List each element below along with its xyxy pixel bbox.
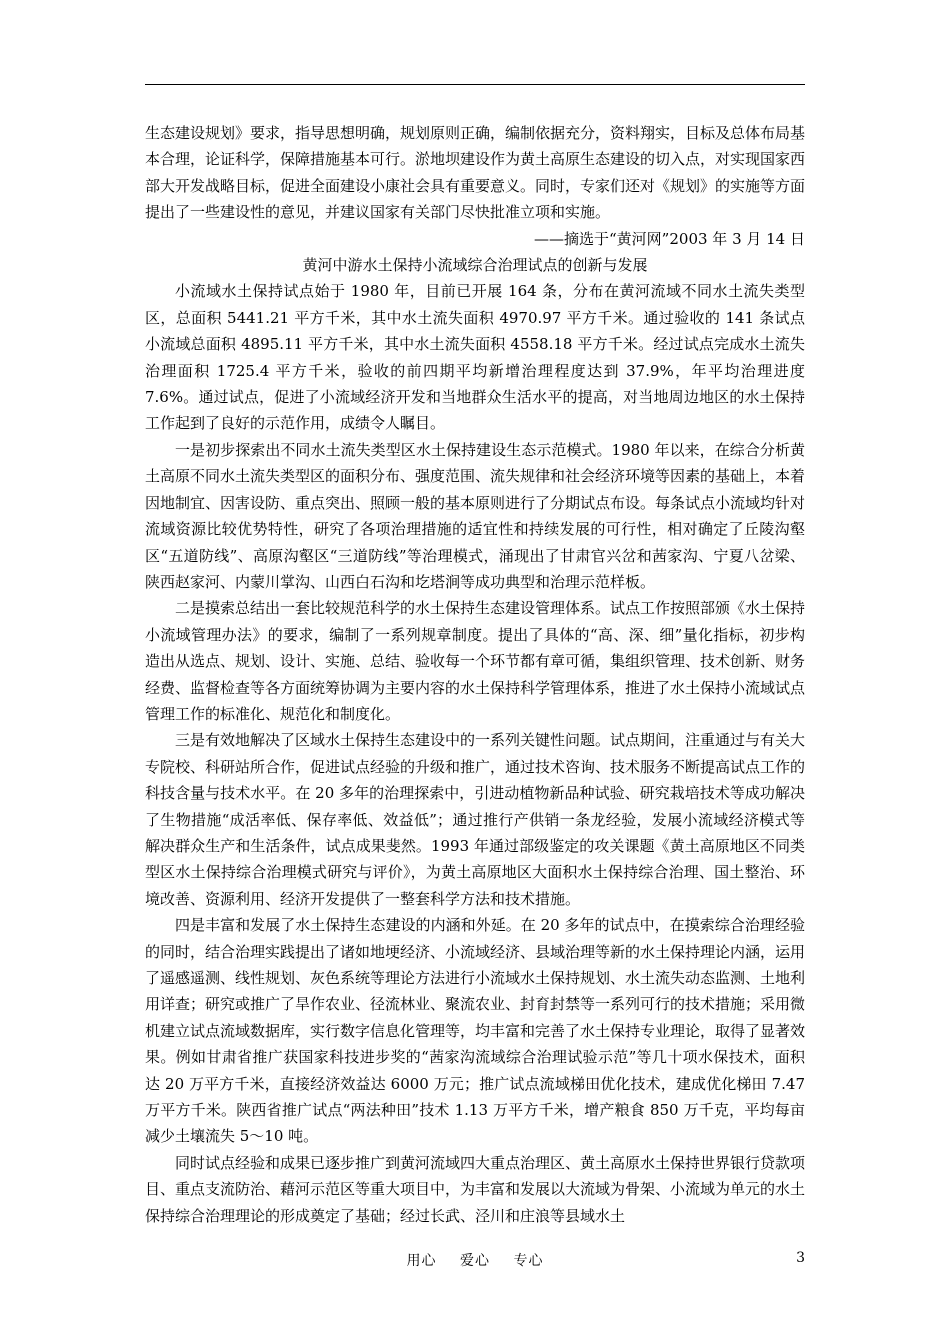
paragraph-promotion: 同时试点经验和成果已逐步推广到黄河流域四大重点治理区、黄土高原水土保持世界银行贷款项目、重点支流防治、藉河示范区等重大项目中，为丰富和发展以大流域为骨架、小流域为单元的水土保持综合治理理论的形成奠定了基础；经过长武、泾川和庄浪等县域水土 xyxy=(145,1153,806,1225)
paragraph-point-two: 二是摸索总结出一套比较规范科学的水土保持生态建设管理体系。试点工作按照部颁《水土保持小流域管理办法》的要求，编制了一系列规章制度。提出了具体的“高、深、细”量化指标，初步构造出从选点、规划、设计、实施、总结、验收每一个环节都有章可循，集组织管理、技术创新、财务经费、监督检查等各方面统筹协调为主要内容的水土保持科学管理体系，推进了水土保持小流域试点管理工作的标准化、规范化和制度化。 xyxy=(145,599,806,723)
footer-motto: 用心 爱心 专心 xyxy=(406,1253,544,1269)
page-number: 3 xyxy=(796,1250,805,1266)
source-citation: ——摘选于“黄河网”2003 年 3 月 14 日 xyxy=(534,229,805,248)
paragraph-point-three: 三是有效地解决了区域水土保持生态建设中的一系列关键性问题。试点期间，注重通过与有关大专院校、科研站所合作，促进试点经验的升级和推广，通过技术咨询、技术服务不断提高试点工作的科技含量与技术水平。在 20 多年的治理探索中，引进动植物新品种试验、研究栽培技术等成功解决了生物措施“成活率低、保存率低、效益低”；通过推行产供销一条龙经验，发展小流域经济模式等解决群众生产和生活条件，试点成果斐然。1993 年通过部级鉴定的攻关课题《黄土高原地区不同类型区水土保持综合治理模式研究与评价》，为黄土高原地区大面积水土保持综合治理、国土整治、环境改善、资源利用、经济开发提供了一整套科学方法和技术措施。 xyxy=(145,731,806,908)
paragraph-continuation: 生态建设规划》要求，指导思想明确，规划原则正确，编制依据充分，资料翔实，目标及总体布局基本合理，论证科学，保障措施基本可行。淤地坝建设作为黄土高原生态建设的切入点，对实现国家西部大开发战略目标，促进全面建设小康社会具有重要意义。同时，专家们还对《规划》的实施等方面提出了一些建设性的意见，并建议国家有关部门尽快批准立项和实施。 xyxy=(145,124,806,222)
paragraph-point-four: 四是丰富和发展了水土保持生态建设的内涵和外延。在 20 多年的试点中，在摸索综合治理经验的同时，结合治理实践提出了诸如地埂经济、小流域经济、县域治理等新的水土保持理论内涵，运用了遥感遥测、线性规划、灰色系统等理论方法进行小流域水土保持规划、水土流失动态监测、土地利用详查；研究或推广了旱作农业、径流林业、聚流农业、封育封禁等一系列可行的技术措施；采用微机建立试点流域数据库，实行数字信息化管理等，均丰富和完善了水土保持专业理论，取得了显著效果。例如甘肃省推广获国家科技进步奖的“茜家沟流域综合治理试验示范”等几十项水保技术，面积达 20 万平方千米，直接经济效益达 6000 万元；推广试点流域梯田优化技术，建成优化梯田 7.47 万平方千米。陕西省推广试点“两法种田”技术 1.13 万平方千米，增产粮食 850 万千克，平均每亩减少土壤流失 5～10 吨。 xyxy=(145,916,806,1146)
paragraph-point-one: 一是初步探索出不同水土流失类型区水土保持建设生态示范模式。1980 年以来，在综合分析黄土高原不同水土流失类型区的面积分布、强度范围、流失规律和社会经济环境等因素的基础上，本着因地制宜、因害设防、重点突出、照顾一般的基本原则进行了分期试点布设。每条试点小流域均针对流域资源比较优势特性，研究了各项治理措施的适宜性和持续发展的可行性，相对确定了丘陵沟壑区“五道防线”、高原沟壑区“三道防线”等治理模式，涌现出了甘肃官兴岔和茜家沟、宁夏八岔梁、陕西赵家河、内蒙川掌沟、山西白石沟和圪塔涧等成功典型和治理示范样板。 xyxy=(145,440,806,591)
header-rule xyxy=(145,84,805,85)
paragraph-intro: 小流域水土保持试点始于 1980 年，目前已开展 164 条，分布在黄河流域不同水土流失类型区，总面积 5441.21 平方千米，其中水土流失面积 4970.97 平方千米。通过验收的 141 条试点小流域总面积 4895.11 平方千米，其中水土流失面积 4558.18 平方千米。经过试点完成水土流失治理面积 1725.4 平方千米，验收的前四期平均新增治理程度达到 37.9%，年平均治理进度 7.6%。通过试点，促进了小流域经济开发和当地群众生活水平的提高，对当地周边地区的水土保持工作起到了良好的示范作用，成绩令人瞩目。 xyxy=(145,282,805,433)
document-body xyxy=(145,120,805,1229)
section-heading: 黄河中游水土保持小流域综合治理试点的创新与发展 xyxy=(302,256,648,275)
